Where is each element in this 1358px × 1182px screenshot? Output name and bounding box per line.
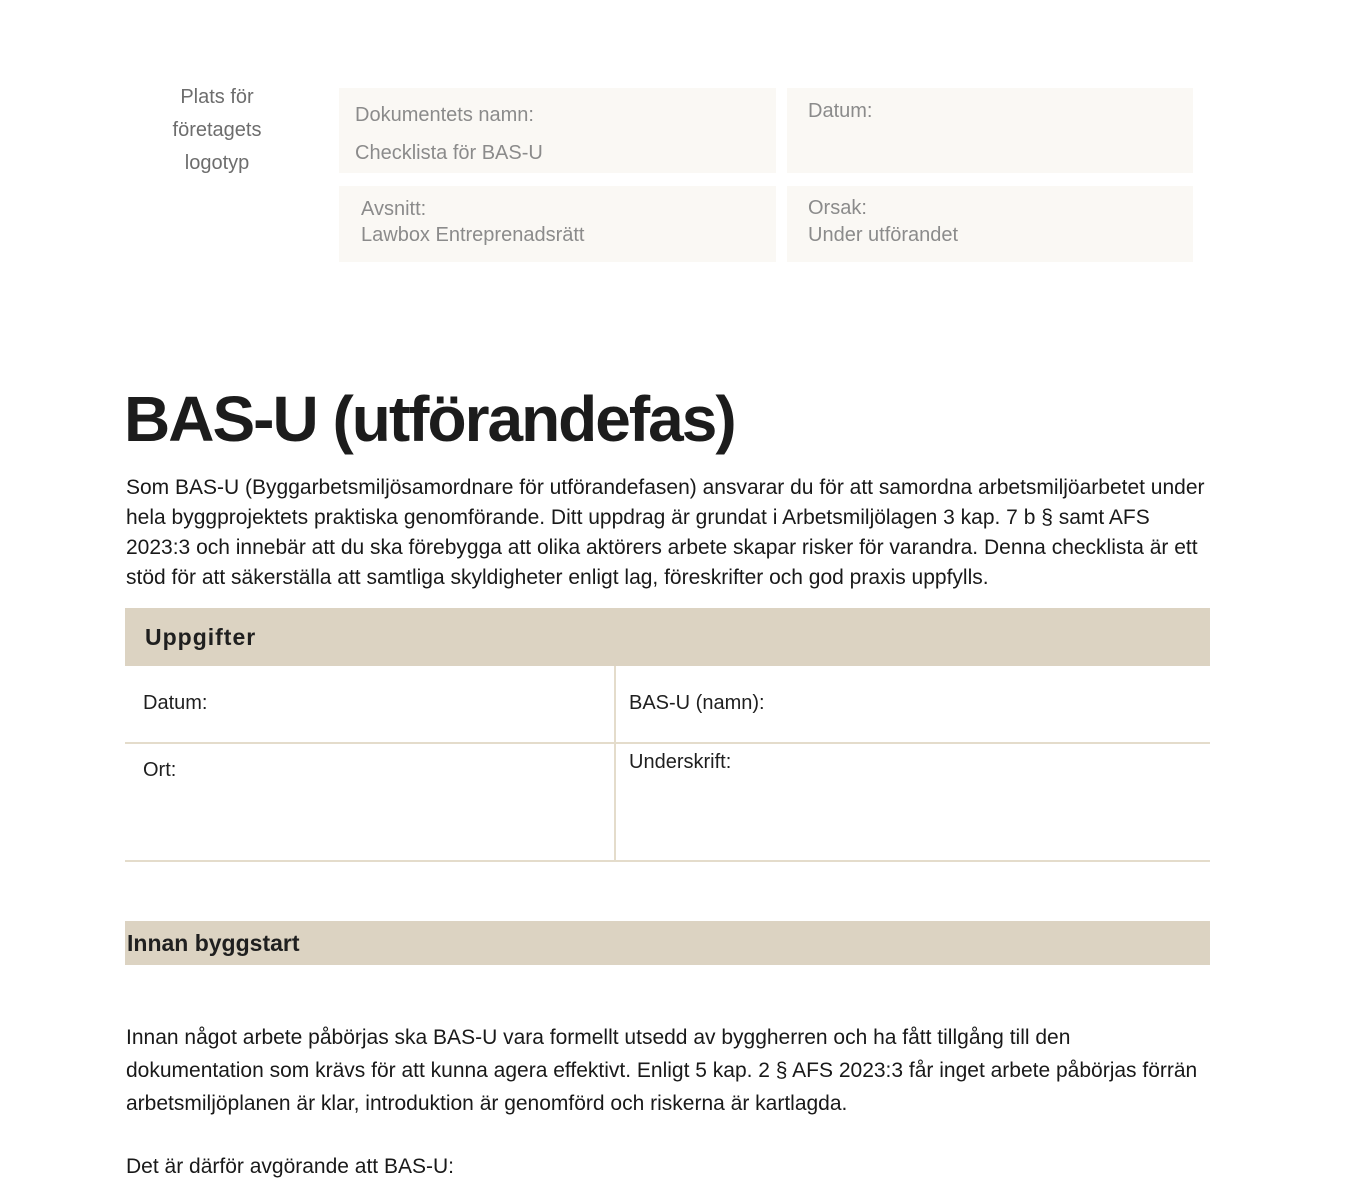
section-header-uppgifter	[125, 608, 1210, 666]
field-value: Lawbox Entreprenadsrätt	[361, 224, 585, 246]
page-title: BAS-U (utförandefas)	[124, 382, 735, 455]
logo-placeholder-line: företagets	[172, 119, 262, 141]
innan-byggstart-lead-line: Det är därför avgörande att BAS-U:	[126, 1155, 454, 1178]
section-heading-text: Uppgifter	[145, 623, 257, 650]
logo-placeholder-line: Plats för	[180, 86, 254, 108]
header-field-orsak	[787, 186, 1193, 262]
section-header-innan-byggstart	[125, 921, 1210, 965]
field-label: Orsak:	[808, 197, 867, 219]
intro-paragraph: Som BAS-U (Byggarbetsmiljösamordnare för utförandefasen) ansvarar du för att samordna arbetsmiljöarbetet under hela byggprojektets praktiska genomförande. Ditt uppdrag är grundat i Arbetsmiljölagen 3 kap. 7 b § samt AFS 2023:3 och innebär att du ska förebygga att olika aktörers arbete skapar risker för varandra. Denna checklista är ett stöd för att säkerställa att samtliga skyldigheter enligt lag, föreskrifter och god praxis uppfylls.	[126, 476, 1205, 589]
logo-placeholder	[122, 81, 312, 180]
field-value: Checklista för BAS-U	[355, 142, 543, 164]
header-field-dokumentets-namn	[339, 88, 776, 173]
field-value: Under utförandet	[808, 224, 959, 246]
table-row-divider-right	[616, 742, 1210, 744]
header-field-datum	[787, 88, 1193, 173]
innan-byggstart-paragraph: Innan något arbete påbörjas ska BAS-U vara formellt utsedd av byggherren och ha fått tillgång till den dokumentation som krävs för att kunna agera effektivt. Enligt 5 kap. 2 § AFS 2023:3 får inget arbete påbörjas förrän arbetsmiljöplanen är klar, introduktion är genomförd och riskerna är kartlagda.	[126, 1026, 1198, 1115]
cell-label-datum: Datum:	[143, 692, 208, 714]
table-column-divider	[614, 666, 616, 862]
table-bottom-border	[125, 860, 1210, 862]
section-heading-text: Innan byggstart	[127, 929, 300, 956]
field-label: Dokumentets namn:	[355, 104, 534, 126]
cell-label-ort: Ort:	[143, 759, 177, 781]
logo-placeholder-line: logotyp	[184, 152, 250, 174]
cell-label-underskrift: Underskrift:	[629, 751, 732, 773]
field-label: Avsnitt:	[361, 198, 427, 220]
field-label: Datum:	[808, 100, 873, 122]
cell-label-bas-u-namn: BAS-U (namn):	[629, 692, 765, 714]
table-row-divider-left	[125, 742, 614, 744]
header-field-avsnitt	[339, 186, 776, 262]
